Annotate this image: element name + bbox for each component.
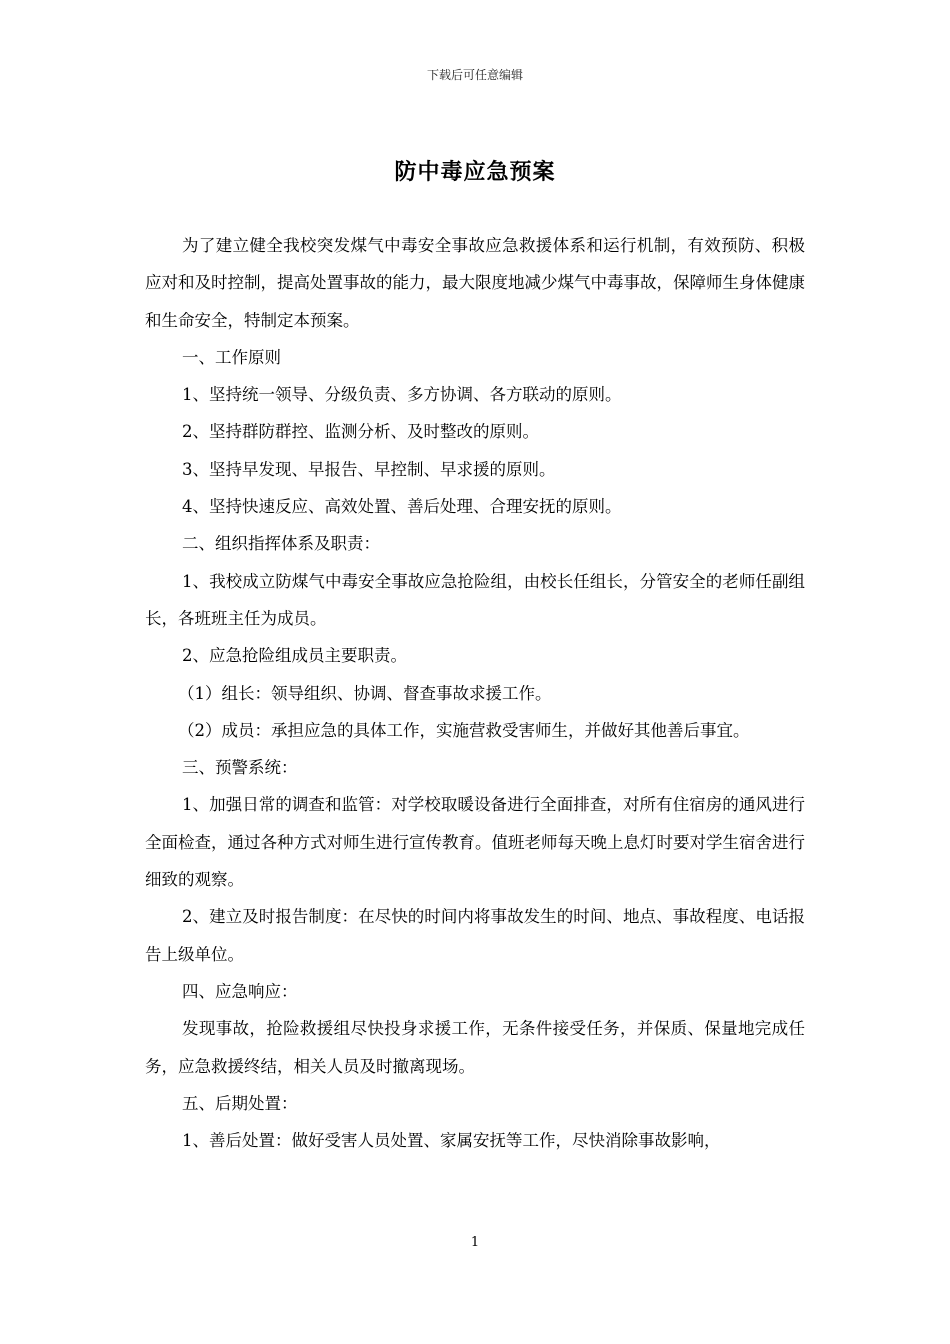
principle-item-1: 1、坚持统一领导、分级负责、多方协调、各方联动的原则。 (182, 385, 622, 405)
warning-item-1: 1、加强日常的调查和监管：对学校取暖设备进行全面排查，对所有住宿房的通风进行全面检查，通过各种方式对师生进行宣传教育。值班老师每天晚上息灯时要对学生宿舍进行细致的观察。 (145, 795, 805, 890)
section-heading-warning: 三、预警系统： (182, 758, 298, 778)
duty-leader: （1）组长：领导组织、协调、督查事故求援工作。 (178, 683, 552, 703)
document-body (145, 227, 805, 1159)
header-note: 下载后可任意编辑 (426, 68, 523, 82)
duty-members: （2）成员：承担应急的具体工作，实施营救受害师生，并做好其他善后事宜。 (178, 720, 750, 740)
section-heading-response: 四、应急响应： (182, 981, 298, 1001)
section-heading-principles: 一、工作原则 (182, 347, 281, 367)
principle-item-4: 4、坚持快速反应、高效处置、善后处理、合理安抚的原则。 (182, 497, 622, 517)
intro-paragraph: 为了建立健全我校突发煤气中毒安全事故应急救援体系和运行机制，有效预防、积极应对和及时控制，提高处置事故的能力，最大限度地减少煤气中毒事故，保障师生身体健康和生命安全，特制定本预案。 (145, 236, 805, 330)
section-heading-organization: 二、组织指挥体系及职责： (182, 534, 380, 554)
principle-item-2: 2、坚持群防群控、监测分析、及时整改的原则。 (182, 422, 539, 442)
page-number: 1 (470, 1235, 480, 1250)
section-heading-aftermath: 五、后期处置： (182, 1093, 298, 1113)
response-paragraph: 发现事故，抢险救援组尽快投身求援工作，无条件接受任务，并保质、保量地完成任务，应急救援终结，相关人员及时撤离现场。 (145, 1019, 805, 1076)
organization-item-1: 1、我校成立防煤气中毒安全事故应急抢险组，由校长任组长，分管安全的老师任副组长，各班班主任为成员。 (145, 571, 805, 628)
organization-item-2: 2、应急抢险组成员主要职责。 (182, 646, 407, 666)
aftermath-item-1: 1、善后处置：做好受害人员处置、家属安抚等工作，尽快消除事故影响， (182, 1131, 721, 1151)
principle-item-3: 3、坚持早发现、早报告、早控制、早求援的原则。 (182, 459, 556, 479)
document-title: 防中毒应急预案 (394, 159, 556, 185)
warning-item-2: 2、建立及时报告制度：在尽快的时间内将事故发生的时间、地点、事故程度、电话报告上级单位。 (145, 907, 805, 964)
